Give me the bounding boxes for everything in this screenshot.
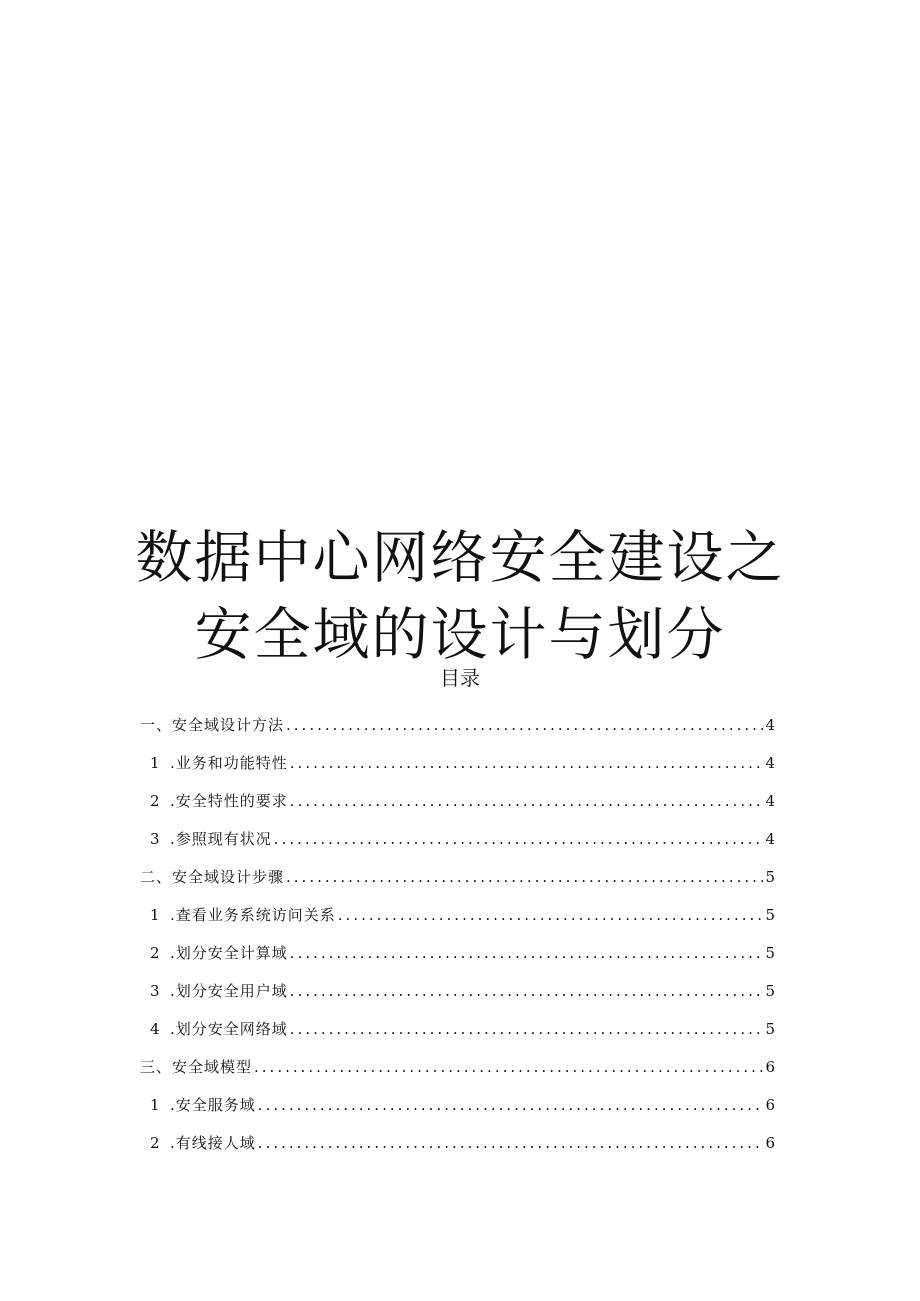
toc-entry[interactable] xyxy=(140,744,776,782)
document-title-line-1: 数据中心网络安全建设之 xyxy=(135,525,785,591)
toc-entry[interactable] xyxy=(140,1010,776,1048)
toc-leader-dots xyxy=(274,820,764,858)
toc-entry-number: 3 xyxy=(150,830,161,848)
toc-entry-page: 5 xyxy=(765,906,776,924)
toc-leader-dots xyxy=(290,972,764,1010)
toc-leader-dots xyxy=(254,1048,763,1086)
table-of-contents xyxy=(140,706,776,1162)
toc-leader-dots xyxy=(258,1124,764,1162)
toc-entry-page: 5 xyxy=(765,982,776,1000)
toc-entry-text: .划分安全计算域 xyxy=(170,944,288,962)
toc-entry-page: 4 xyxy=(765,754,776,772)
toc-entry-text: .有线接人域 xyxy=(170,1134,256,1152)
toc-leader-dots xyxy=(290,782,764,820)
toc-entry-number: 1 xyxy=(150,1096,161,1114)
document-title-line-2: 安全域的设计与划分 xyxy=(194,602,726,668)
toc-entry-page: 5 xyxy=(765,944,776,962)
toc-entry-number: 2 xyxy=(150,1134,161,1152)
toc-leader-dots xyxy=(286,858,763,896)
toc-heading: 目录 xyxy=(440,666,480,690)
toc-entry-text: .划分安全用户域 xyxy=(170,982,288,1000)
toc-entry-page: 5 xyxy=(765,1020,776,1038)
toc-leader-dots xyxy=(290,1010,764,1048)
toc-entry-page: 6 xyxy=(765,1096,776,1114)
toc-entry-number: 3 xyxy=(150,982,161,1000)
toc-entry[interactable] xyxy=(140,1124,776,1162)
toc-entry-page: 4 xyxy=(765,716,776,734)
toc-entry[interactable] xyxy=(140,934,776,972)
toc-leader-dots xyxy=(290,934,764,972)
toc-leader-dots xyxy=(290,744,764,782)
toc-entry[interactable] xyxy=(140,1048,776,1086)
toc-entry-number: 2 xyxy=(150,944,161,962)
toc-entry-text: 一、安全域设计方法 xyxy=(140,716,285,734)
toc-entry[interactable] xyxy=(140,1086,776,1124)
toc-leader-dots xyxy=(338,896,764,934)
toc-entry-page: 4 xyxy=(765,792,776,810)
toc-entry-text: 三、安全域模型 xyxy=(140,1058,253,1076)
toc-entry[interactable] xyxy=(140,972,776,1010)
toc-entry-text: .查看业务系统访问关系 xyxy=(170,906,336,924)
toc-entry-number: 2 xyxy=(150,792,161,810)
toc-entry-page: 5 xyxy=(765,868,776,886)
toc-entry[interactable] xyxy=(140,820,776,858)
toc-entry[interactable] xyxy=(140,896,776,934)
toc-entry-text: .安全服务域 xyxy=(170,1096,256,1114)
toc-entry-text: .划分安全网络域 xyxy=(170,1020,288,1038)
toc-leader-dots xyxy=(258,1086,764,1124)
toc-entry-page: 4 xyxy=(765,830,776,848)
toc-entry[interactable] xyxy=(140,706,776,744)
toc-entry-text: 二、安全域设计步骤 xyxy=(140,868,285,886)
toc-entry-text: .安全特性的要求 xyxy=(170,792,288,810)
toc-entry-number: 4 xyxy=(150,1020,161,1038)
toc-entry-text: .参照现有状况 xyxy=(170,830,272,848)
toc-entry[interactable] xyxy=(140,858,776,896)
toc-entry-text: .业务和功能特性 xyxy=(170,754,288,772)
toc-entry[interactable] xyxy=(140,782,776,820)
toc-leader-dots xyxy=(286,706,763,744)
toc-entry-number: 1 xyxy=(150,906,161,924)
toc-entry-page: 6 xyxy=(765,1134,776,1152)
toc-entry-page: 6 xyxy=(765,1058,776,1076)
toc-entry-number: 1 xyxy=(150,754,161,772)
